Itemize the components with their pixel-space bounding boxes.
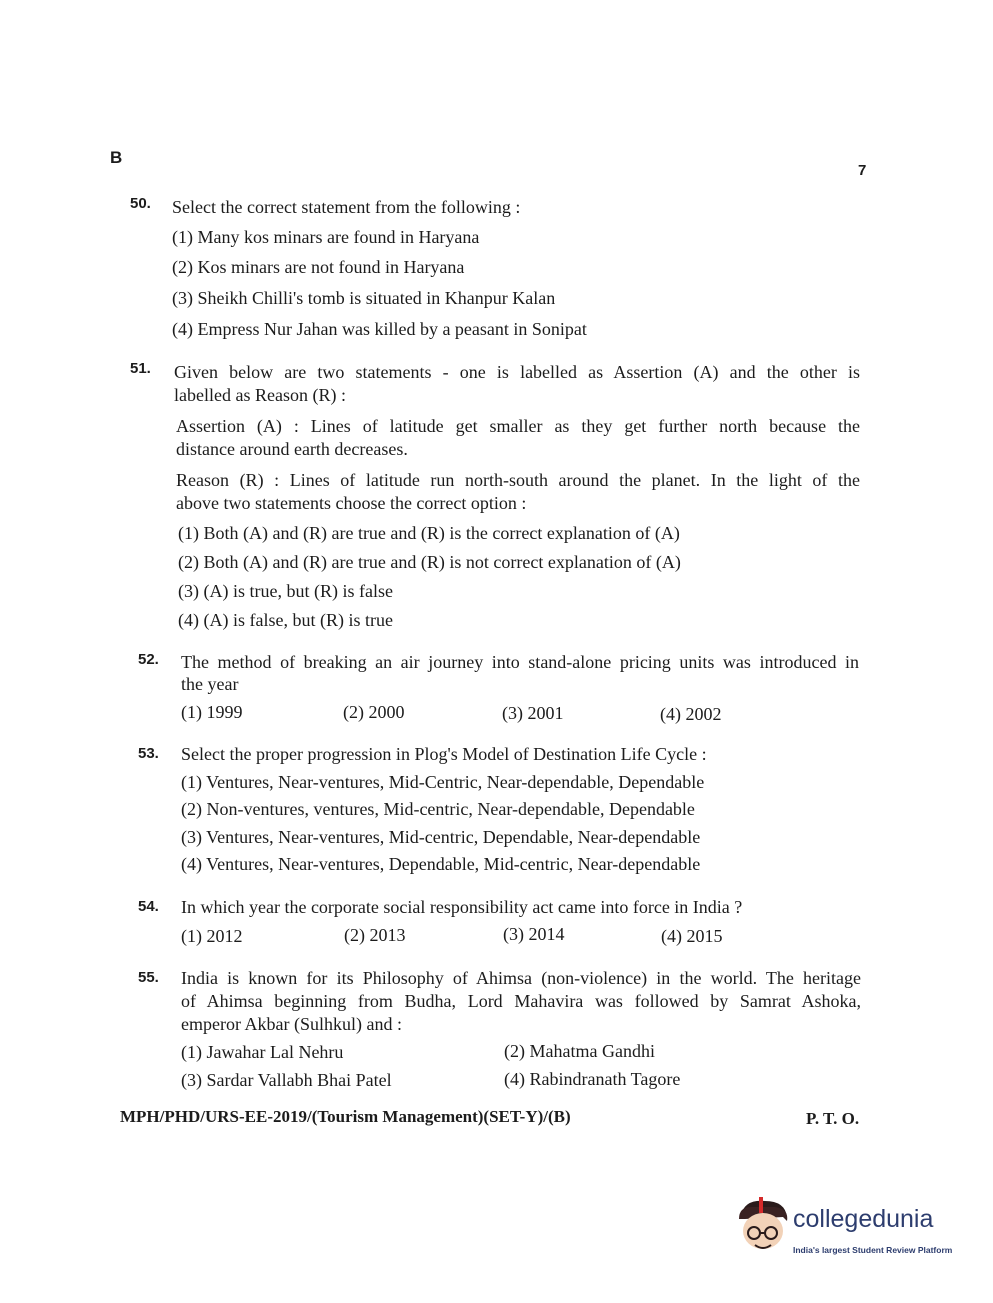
option: (3) (A) is true, but (R) is false [178, 581, 393, 601]
collegedunia-logo [735, 1195, 965, 1265]
logo-tagline: India's largest Student Review Platform [793, 1245, 953, 1255]
option: (1) Both (A) and (R) are true and (R) is the correct explanation of (A) [178, 523, 680, 543]
assertion-line: distance around earth decreases. [176, 439, 408, 459]
option: (3) Sardar Vallabh Bhai Patel [181, 1070, 392, 1090]
question-text-line: India is known for its Philosophy of Ahimsa (non-violence) in the world. The heritage [181, 968, 861, 988]
question-text-line: emperor Akbar (Sulhkul) and : [181, 1014, 402, 1034]
question-text-line: Given below are two statements - one is labelled as Assertion (A) and the other is [174, 362, 860, 382]
reason-line: above two statements choose the correct option : [176, 493, 527, 513]
option: (1) Jawahar Lal Nehru [181, 1042, 344, 1062]
question-text-line: labelled as Reason (R) : [174, 385, 346, 405]
logo-brand-text: collegedunia [793, 1205, 934, 1233]
option: (4) Ventures, Near-ventures, Dependable, Mid-centric, Near-dependable [181, 854, 701, 874]
option: (1) Many kos minars are found in Haryana [172, 227, 480, 247]
assertion-line: Assertion (A) : Lines of latitude get smaller as they get further north because the [176, 416, 860, 436]
option: (2) 2013 [344, 925, 406, 945]
question-number: 54. [138, 898, 159, 915]
footer-paper-code: MPH/PHD/URS-EE-2019/(Tourism Management)(SET-Y)/(B) [120, 1107, 571, 1126]
option: (3) Ventures, Near-ventures, Mid-centric, Dependable, Near-dependable [181, 827, 701, 847]
option: (1) 1999 [181, 702, 243, 722]
question-number: 55. [138, 969, 159, 986]
option: (3) 2001 [502, 703, 564, 723]
question-number: 52. [138, 651, 159, 668]
option: (4) Empress Nur Jahan was killed by a peasant in Sonipat [172, 319, 587, 339]
reason-line: Reason (R) : Lines of latitude run north-south around the planet. In the light of the [176, 470, 860, 490]
question-number: 53. [138, 745, 159, 762]
page-number: 7 [858, 162, 867, 179]
question-text: Select the proper progression in Plog's Model of Destination Life Cycle : [181, 744, 707, 764]
question-number: 51. [130, 360, 151, 377]
option: (3) Sheikh Chilli's tomb is situated in Khanpur Kalan [172, 288, 556, 308]
option: (2) Kos minars are not found in Haryana [172, 257, 465, 277]
option: (1) 2012 [181, 926, 243, 946]
option: (4) 2002 [660, 704, 722, 724]
question-number: 50. [130, 195, 151, 212]
option: (1) Ventures, Near-ventures, Mid-Centric, Near-dependable, Dependable [181, 772, 705, 792]
question-text-line: The method of breaking an air journey into stand-alone pricing units was introduced in [181, 652, 859, 672]
mascot-icon [735, 1195, 793, 1261]
footer-pto: P. T. O. [806, 1109, 860, 1128]
option: (2) Non-ventures, ventures, Mid-centric, Near-dependable, Dependable [181, 799, 695, 819]
option: (4) (A) is false, but (R) is true [178, 610, 393, 630]
option: (2) Both (A) and (R) are true and (R) is not correct explanation of (A) [178, 552, 681, 572]
set-label: B [110, 148, 123, 167]
option: (4) 2015 [661, 926, 723, 946]
option: (2) Mahatma Gandhi [504, 1041, 655, 1061]
question-text-line: the year [181, 674, 239, 694]
question-text: In which year the corporate social responsibility act came into force in India ? [181, 897, 743, 917]
option: (2) 2000 [343, 702, 405, 722]
option: (3) 2014 [503, 924, 565, 944]
option: (4) Rabindranath Tagore [504, 1069, 681, 1089]
question-text: Select the correct statement from the following : [172, 197, 521, 217]
question-text-line: of Ahimsa beginning from Budha, Lord Mahavira was followed by Samrat Ashoka, [181, 991, 861, 1011]
